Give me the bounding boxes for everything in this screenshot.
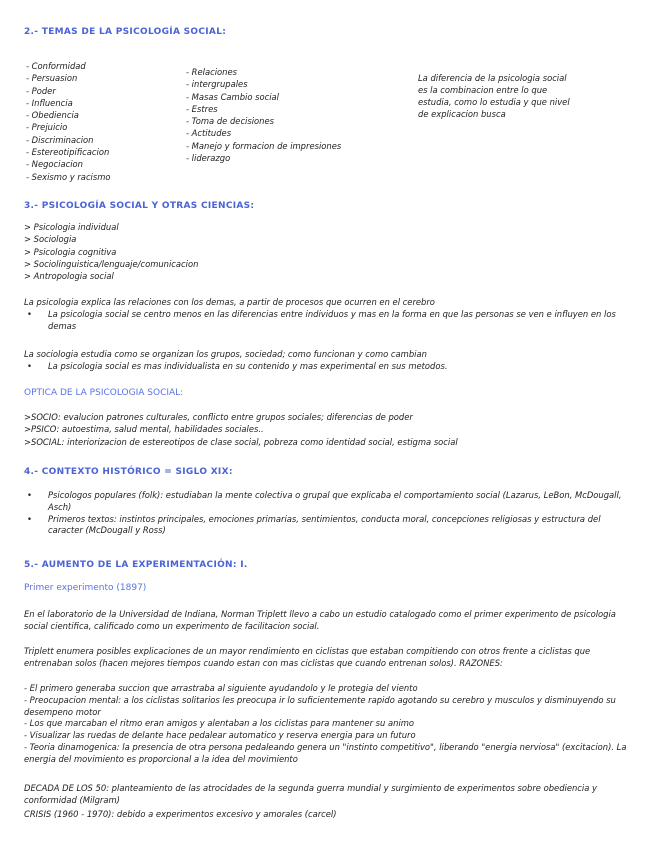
science-item: > Psicologia individual — [24, 222, 119, 232]
topic-item: - liderazgo — [186, 153, 231, 164]
topic-item: - intergrupales — [186, 79, 248, 90]
crisis-paragraph: CRISIS (1960 - 1970): debido a experimentos excesivo y amorales (carcel) — [24, 809, 337, 819]
reason-item: - El primero generaba succion que arrastraba al siguiente ayudandolo y le protegia del viento — [24, 683, 418, 693]
sciences-list — [24, 221, 198, 282]
topic-item: - Manejo y formacion de impresiones — [186, 140, 342, 151]
bullet-item: • Psicologos populares (folk): estudiaban la mente colectiva o grupal que explicaba el comportamiento social (Lazarus, LeBon, McDougall, Asch) — [24, 490, 630, 514]
topic-item: - Toma de decisiones — [186, 116, 275, 127]
science-item: > Sociolinguistica/lenguaje/comunicacion — [24, 258, 199, 269]
bullet-item: • Primeros textos: instintos principales, emociones primarias, sentimientos, conducta moral, concepciones religiosas y estructura del caracter (McDougall y Ross) — [24, 514, 630, 538]
topic-item: - Conformidad — [26, 61, 86, 71]
topic-item: - Poder — [26, 85, 56, 96]
topics-list-1 — [26, 60, 111, 183]
psychology-paragraph — [24, 297, 630, 332]
topic-item: - Discriminacion — [26, 134, 94, 145]
topic-item: - Negociacion — [26, 159, 83, 170]
bullet-item: • La psicologia social se centro menos en las diferencias entre individuos y mas en la forma en que las personas se ven e influyen en los demas — [24, 309, 630, 333]
bullet-item: • La psicologia social es mas individualista en su contenido y mas experimental en sus metodos. — [24, 361, 630, 373]
section-3-title: 3.- PSICOLOGÍA SOCIAL Y OTRAS CIENCIAS: — [24, 201, 255, 211]
science-item: > Psicologia cognitiva — [24, 246, 117, 257]
reasons-list — [24, 683, 630, 766]
topic-item: - Sexismo y racismo — [26, 171, 111, 182]
reason-item: - Los que marcaban el ritmo eran amigos y alentaban a los ciclistas para mantener su animo — [24, 718, 415, 729]
section-4-title: 4.- CONTEXTO HISTÓRICO = SIGLO XIX: — [24, 467, 233, 477]
triplett-paragraph: En el laboratorio de la Universidad de Indiana, Norman Triplett llevo a cabo un estudio catalogado como el primer experimento de psicologia social cientifica, calificado como un experimento de facilitacion social. — [24, 609, 616, 631]
topic-item: - Influencia — [26, 97, 73, 108]
optica-item: >PSICO: autoestima, salud mental, habilidades sociales.. — [24, 424, 264, 435]
first-experiment-subtitle: Primer experimento (1897) — [24, 583, 147, 593]
optica-title: OPTICA DE LA PSICOLOGIA SOCIAL: — [24, 388, 184, 398]
section-5-title: 5.- AUMENTO DE LA EXPERIMENTACIÓN: I. — [24, 560, 248, 570]
topics-list-2 — [186, 66, 341, 164]
topic-item: - Prejuicio — [26, 122, 68, 133]
sociology-paragraph — [24, 349, 630, 373]
topic-item: - Estereotipificacion — [26, 147, 110, 158]
paragraph-text: La psicologia explica las relaciones con los demas, a partir de procesos que ocurren en el cerebro — [24, 297, 435, 307]
optica-list — [24, 411, 458, 448]
topic-item: - Obediencia — [26, 110, 79, 121]
reason-item: - Preocupacion mental: a los ciclistas solitarios les preocupa ir lo suficientemente rapido agotando su cerebro y musculos y disminuyendo su desempeno motor — [24, 694, 616, 717]
reason-item: - Visualizar las ruedas de delante hace pedalear automatico y reserva energia para un futuro — [24, 730, 416, 741]
side-note: La diferencia de la psicologia social es la combinacion entre lo que estudia, como lo estudia y que nivel de explicacion busca — [418, 73, 570, 119]
optica-item: >SOCIAL: interiorizacion de estereotipos de clase social, pobreza como identidad social, estigma social — [24, 436, 458, 447]
topic-item: - Relaciones — [186, 67, 237, 77]
fifties-paragraph: DECADA DE LOS 50: planteamiento de las atrocidades de la segunda guerra mundial y surgimiento de experimentos sobre obediencia y conformidad (Milgram) — [24, 783, 597, 805]
optica-item: >SOCIO: evalucion patrones culturales, conflicto entre grupos sociales; diferencias de poder — [24, 412, 413, 422]
historical-context — [24, 490, 630, 537]
science-item: > Antropologia social — [24, 271, 114, 282]
reasons-intro: Triplett enumera posibles explicaciones de un mayor rendimiento en ciclistas que estaban compitiendo con otros frente a ciclistas que entrenaban solos (hacen mejores tiempos cuando estan con mas ciclistas que cuando entrenan solos). RAZONES: — [24, 646, 591, 668]
paragraph-text: La sociologia estudia como se organizan los grupos, sociedad; como funcionan y como cambian — [24, 349, 427, 359]
science-item: > Sociologia — [24, 234, 77, 245]
topic-item: - Masas Cambio social — [186, 91, 280, 102]
section-2-title: 2.- TEMAS DE LA PSICOLOGÍA SOCIAL: — [24, 27, 227, 37]
topic-item: - Persuasion — [26, 73, 78, 84]
reason-item: - Teoria dinamogenica: la presencia de otra persona pedaleando genera un "instinto competitivo", liberando "energia nerviosa" (excitacion). La energia del movimiento es proporcional a la idea del movimiento — [24, 741, 627, 764]
topic-item: - Estres — [186, 103, 218, 114]
topic-item: - Actitudes — [186, 128, 232, 139]
